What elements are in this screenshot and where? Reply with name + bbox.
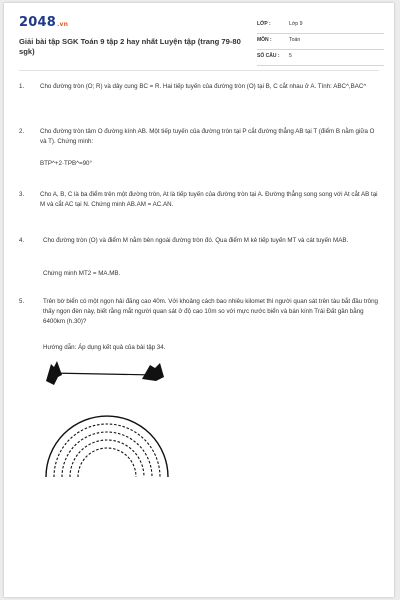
document-header <box>19 15 384 63</box>
question-2 <box>19 127 381 172</box>
question-5 <box>19 297 381 355</box>
question-text: Cho A, B, C là ba điểm trên một đường tròn, At là tiếp tuyến của đường tròn tại A. Đường thẳng song song với At cắt AB tại M và cắt AC tại N. Chứng minh AB.AM = AC.AN. <box>40 191 378 208</box>
question-number: 5. <box>19 298 25 305</box>
earth-arc-3 <box>62 432 152 477</box>
meta-label: LỚP : <box>257 21 271 27</box>
logo-text: 2048 <box>19 15 56 30</box>
question-text: Cho đường tròn (O) và điểm M nằm bên ngoài đường tròn đó. Qua điểm M kẻ tiếp tuyến MT và cát tuyến MAB. <box>43 237 349 244</box>
question-formula: Chứng minh MT2 = MA.MB. <box>43 270 121 277</box>
question-number: 4. <box>19 237 25 244</box>
question-3 <box>19 190 381 212</box>
meta-label: SỐ CÂU : <box>257 53 280 59</box>
meta-row-class <box>257 18 384 34</box>
lighthouse-earth-figure <box>42 359 172 479</box>
meta-value: 5 <box>289 53 292 59</box>
meta-value: Lớp 9 <box>289 21 303 27</box>
meta-row-subject <box>257 34 384 50</box>
question-1 <box>19 82 381 104</box>
document-page <box>4 3 394 597</box>
meta-row-count <box>257 50 384 66</box>
sight-line <box>50 373 156 375</box>
lighthouse-shape <box>46 361 62 385</box>
question-number: 1. <box>19 83 25 90</box>
question-hint: Hướng dẫn: Áp dụng kết quả của bài tập 34. <box>43 344 166 351</box>
meta-table <box>257 18 384 66</box>
question-formula: BTP^+2·TPB^=90° <box>40 160 92 167</box>
ship-shape <box>142 363 164 381</box>
earth-arc-5 <box>78 448 136 477</box>
logo-suffix: .vn <box>56 21 69 28</box>
site-logo[interactable] <box>19 15 68 30</box>
question-text: Trên bờ biển có một ngọn hải đăng cao 40m. Với khoảng cách bao nhiêu kilomet thì người quan sát trên tàu bắt đầu trông thấy ngọn đèn này, biết rằng mắt người quan sát ở độ cao 10m so với mực nước biển và bán kính Trái Đất gần bằng 6400km (h.30)? <box>43 298 378 325</box>
meta-value: Toán <box>289 37 301 43</box>
question-number: 3. <box>19 191 25 198</box>
earth-arc-4 <box>70 440 144 477</box>
question-text: Cho đường tròn (O; R) và dây cung BC = R. Hai tiếp tuyến của đường tròn (O) tại B, C cắt nhau ở A. Tính: ABC^,BAC^ <box>40 83 367 90</box>
question-4 <box>19 236 381 284</box>
question-text: Cho đường tròn tâm O đường kính AB. Một tiếp tuyến của đường tròn tại P cắt đường thẳng AB tại T (điểm B nằm giữa O và T). Chứng minh: <box>40 128 375 145</box>
question-number: 2. <box>19 128 25 135</box>
document-title: Giải bài tập SGK Toán 9 tập 2 hay nhất Luyện tập (trang 79-80 sgk) <box>19 37 241 56</box>
meta-label: MÔN : <box>257 37 272 43</box>
header-divider <box>19 70 379 71</box>
